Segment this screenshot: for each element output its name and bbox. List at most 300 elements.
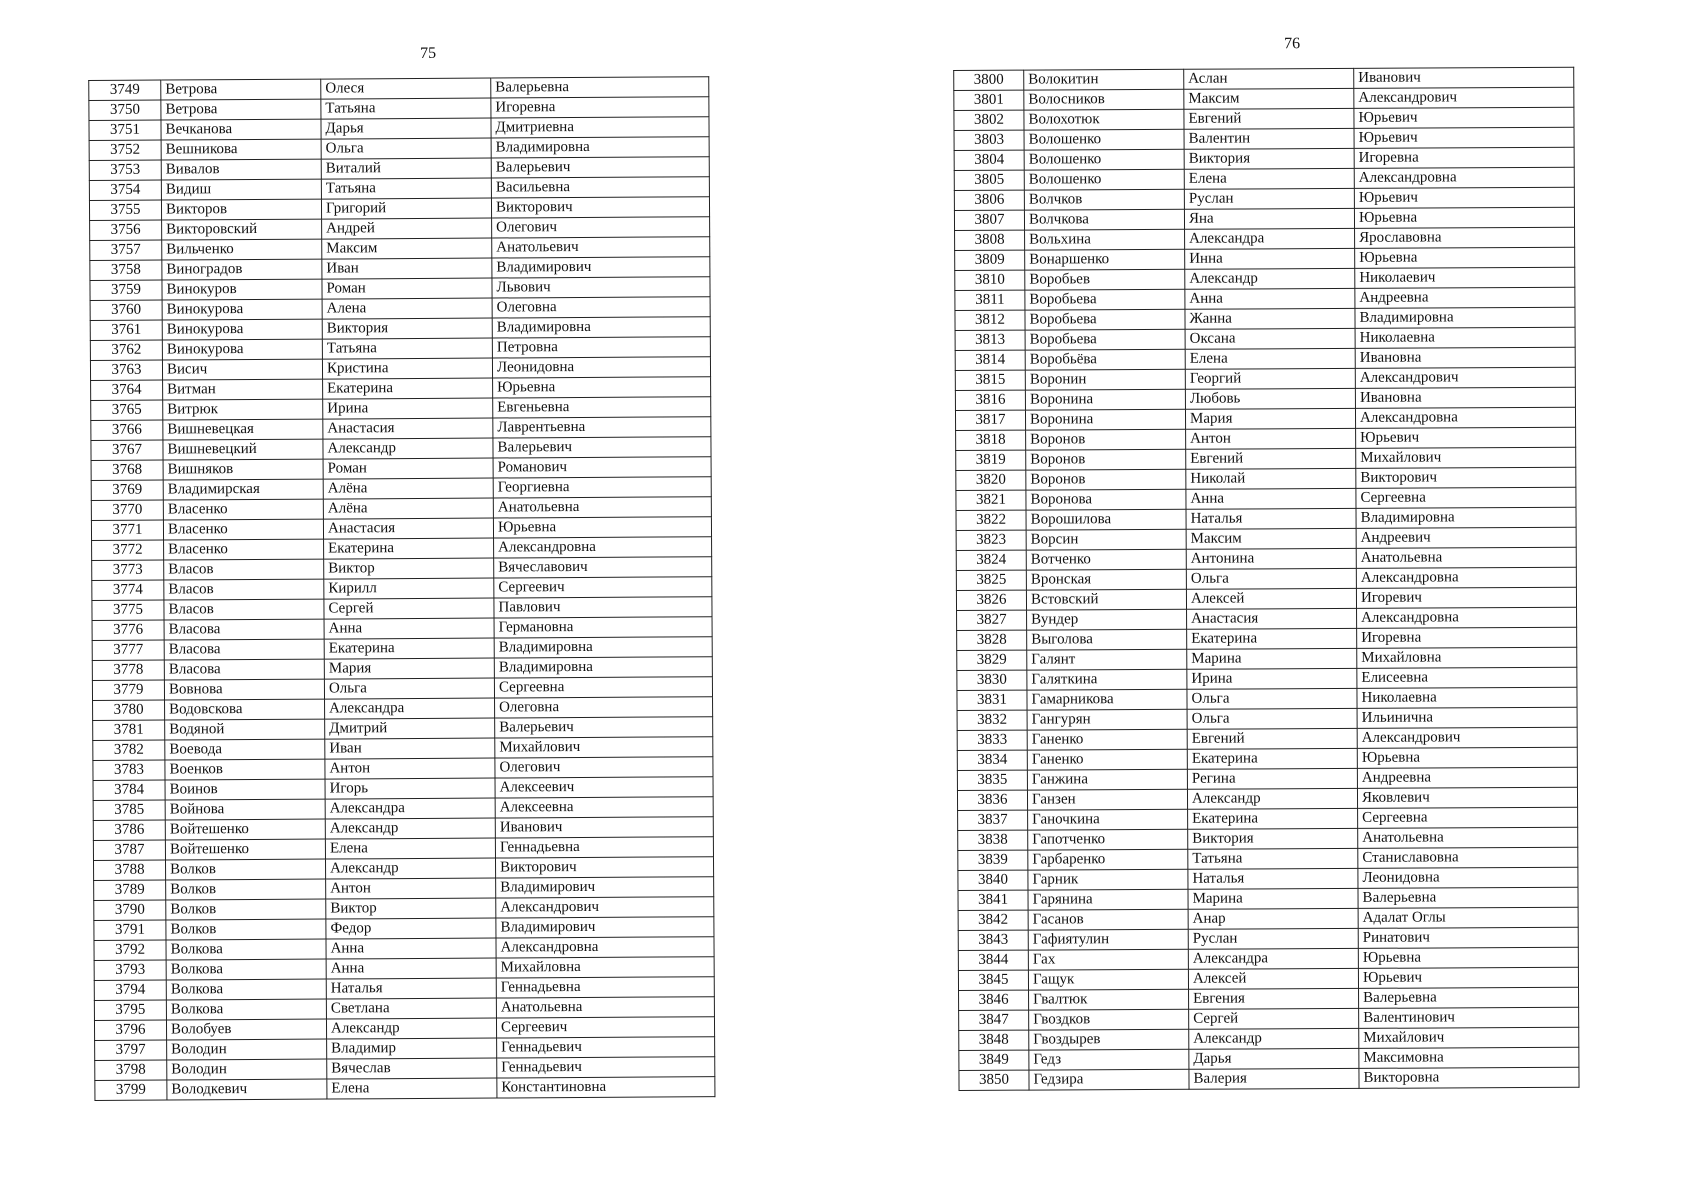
row-number-cell: 3834 — [957, 750, 1027, 770]
first-name-cell: Анна — [1186, 488, 1356, 509]
patronymic-cell: Игоревна — [1354, 147, 1574, 168]
first-name-cell: Дарья — [1189, 1048, 1359, 1069]
patronymic-cell: Николаевна — [1357, 687, 1577, 708]
surname-cell: Викторов — [161, 199, 321, 220]
surname-cell: Водяной — [165, 719, 325, 740]
row-number-cell: 3802 — [954, 110, 1024, 130]
row-number-cell: 3780 — [93, 700, 165, 720]
first-name-cell: Дмитрий — [325, 718, 495, 739]
first-name-cell: Максим — [1184, 88, 1354, 109]
patronymic-cell: Владимировна — [494, 637, 712, 658]
surname-cell: Ворсин — [1026, 529, 1186, 550]
surname-cell: Гарбаренко — [1028, 849, 1188, 870]
patronymic-cell: Александровна — [1355, 407, 1575, 428]
surname-cell: Витман — [163, 379, 323, 400]
row-number-cell: 3810 — [955, 270, 1025, 290]
surname-cell: Волчкова — [1024, 209, 1184, 230]
first-name-cell: Олеся — [321, 78, 491, 99]
patronymic-cell: Юрьевна — [493, 517, 711, 538]
row-number-cell: 3763 — [90, 360, 162, 380]
row-number-cell: 3842 — [958, 910, 1028, 930]
surname-cell: Вильченко — [162, 239, 322, 260]
first-name-cell: Екатерина — [1187, 748, 1357, 769]
surname-cell: Ганзен — [1027, 789, 1187, 810]
row-number-cell: 3753 — [89, 160, 161, 180]
patronymic-cell: Ринатович — [1358, 927, 1578, 948]
row-number-cell: 3786 — [93, 820, 165, 840]
surname-cell: Ганенко — [1027, 749, 1187, 770]
surname-cell: Владимирская — [163, 479, 323, 500]
first-name-cell: Валерия — [1189, 1068, 1359, 1089]
first-name-cell: Жанна — [1185, 308, 1355, 329]
patronymic-cell: Александровна — [1357, 607, 1577, 628]
surname-cell: Викторовский — [162, 219, 322, 240]
row-number-cell: 3837 — [958, 810, 1028, 830]
patronymic-cell: Павлович — [494, 597, 712, 618]
patronymic-cell: Юрьевич — [1356, 427, 1576, 448]
row-number-cell: 3816 — [955, 390, 1025, 410]
patronymic-cell: Юрьевич — [1358, 967, 1578, 988]
row-number-cell: 3827 — [957, 610, 1027, 630]
surname-cell: Ганенко — [1027, 729, 1187, 750]
surname-cell: Власова — [164, 619, 324, 640]
first-name-cell: Виктор — [324, 558, 494, 579]
surname-cell: Волкова — [166, 939, 326, 960]
surname-cell: Воронин — [1025, 369, 1185, 390]
surname-cell: Волкова — [166, 959, 326, 980]
patronymic-cell: Ивановна — [1355, 387, 1575, 408]
row-number-cell: 3820 — [956, 470, 1026, 490]
patronymic-cell: Юрьевич — [1354, 127, 1574, 148]
first-name-cell: Анна — [324, 618, 494, 639]
row-number-cell: 3793 — [94, 960, 166, 980]
row-number-cell: 3797 — [95, 1040, 167, 1060]
page-number: 76 — [1284, 35, 1301, 53]
first-name-cell: Виктор — [326, 898, 496, 919]
row-number-cell: 3752 — [89, 140, 161, 160]
surname-cell: Вольхина — [1025, 229, 1185, 250]
patronymic-cell: Владимировна — [494, 657, 712, 678]
first-name-cell: Кирилл — [324, 578, 494, 599]
patronymic-cell: Викторович — [491, 197, 709, 218]
first-name-cell: Анна — [1185, 288, 1355, 309]
first-name-cell: Максим — [1186, 528, 1356, 549]
patronymic-cell: Владимировна — [491, 137, 709, 158]
first-name-cell: Виктория — [1188, 828, 1358, 849]
row-number-cell: 3770 — [91, 500, 163, 520]
row-number-cell: 3765 — [91, 400, 163, 420]
patronymic-cell: Игоревна — [1357, 627, 1577, 648]
row-number-cell: 3846 — [959, 990, 1029, 1010]
patronymic-cell: Олеговна — [492, 297, 710, 318]
row-number-cell: 3773 — [92, 560, 164, 580]
patronymic-cell: Васильевна — [491, 177, 709, 198]
surname-cell: Гедз — [1029, 1049, 1189, 1070]
surname-cell: Власенко — [164, 539, 324, 560]
first-name-cell: Алёна — [323, 498, 493, 519]
row-number-cell: 3825 — [956, 570, 1026, 590]
patronymic-cell: Александрович — [1354, 87, 1574, 108]
patronymic-cell: Михайлович — [1359, 1027, 1579, 1048]
patronymic-cell: Валерьевич — [493, 437, 711, 458]
first-name-cell: Ольга — [1186, 568, 1356, 589]
row-number-cell: 3817 — [955, 410, 1025, 430]
patronymic-cell: Леонидовна — [492, 357, 710, 378]
row-number-cell: 3796 — [94, 1020, 166, 1040]
surname-cell: Водовскова — [165, 699, 325, 720]
surname-cell: Волчков — [1024, 189, 1184, 210]
surname-cell: Вундер — [1027, 609, 1187, 630]
row-number-cell: 3785 — [93, 800, 165, 820]
first-name-cell: Максим — [322, 238, 492, 259]
patronymic-cell: Юрьевна — [493, 377, 711, 398]
first-name-cell: Александра — [1188, 948, 1358, 969]
surname-cell: Воронина — [1025, 409, 1185, 430]
patronymic-cell: Сергеевна — [1356, 487, 1576, 508]
page-right — [953, 28, 1637, 1091]
first-name-cell: Марина — [1187, 648, 1357, 669]
surname-cell: Войтешенко — [165, 819, 325, 840]
row-number-cell: 3845 — [958, 970, 1028, 990]
surname-cell: Гасанов — [1028, 909, 1188, 930]
row-number-cell: 3843 — [958, 930, 1028, 950]
row-number-cell: 3790 — [94, 900, 166, 920]
first-name-cell: Татьяна — [322, 338, 492, 359]
first-name-cell: Александра — [1185, 228, 1355, 249]
row-number-cell: 3813 — [955, 330, 1025, 350]
row-number-cell: 3835 — [957, 770, 1027, 790]
row-number-cell: 3761 — [90, 320, 162, 340]
patronymic-cell: Александровна — [496, 937, 714, 958]
first-name-cell: Георгий — [1185, 368, 1355, 389]
first-name-cell: Инна — [1185, 248, 1355, 269]
patronymic-cell: Елисеевна — [1357, 667, 1577, 688]
row-number-cell: 3776 — [92, 620, 164, 640]
first-name-cell: Александр — [326, 1018, 496, 1039]
surname-cell: Винокурова — [162, 319, 322, 340]
surname-cell: Вотченко — [1026, 549, 1186, 570]
patronymic-cell: Геннадьевна — [496, 977, 714, 998]
row-number-cell: 3760 — [90, 300, 162, 320]
surname-cell: Володин — [167, 1059, 327, 1080]
patronymic-cell: Александрович — [496, 897, 714, 918]
row-number-cell: 3831 — [957, 690, 1027, 710]
patronymic-cell: Евгеньевна — [493, 397, 711, 418]
surname-cell: Волошенко — [1024, 129, 1184, 150]
first-name-cell: Роман — [322, 278, 492, 299]
row-number-cell: 3850 — [959, 1070, 1029, 1090]
first-name-cell: Антон — [325, 758, 495, 779]
first-name-cell: Ирина — [323, 398, 493, 419]
patronymic-cell: Константиновна — [497, 1077, 715, 1098]
patronymic-cell: Иванович — [495, 817, 713, 838]
first-name-cell: Евгений — [1184, 108, 1354, 129]
surname-cell: Вивалов — [161, 159, 321, 180]
patronymic-cell: Михайловна — [496, 957, 714, 978]
row-number-cell: 3799 — [95, 1080, 167, 1100]
surname-cell: Войтешенко — [165, 839, 325, 860]
surname-cell: Волков — [166, 919, 326, 940]
surname-cell: Вешникова — [161, 139, 321, 160]
row-number-cell: 3814 — [955, 350, 1025, 370]
surname-cell: Военков — [165, 759, 325, 780]
surname-cell: Власова — [164, 659, 324, 680]
surname-cell: Воробьёва — [1025, 349, 1185, 370]
surname-cell: Вронская — [1026, 569, 1186, 590]
row-number-cell: 3840 — [958, 870, 1028, 890]
first-name-cell: Екатерина — [1188, 808, 1358, 829]
row-number-cell: 3847 — [959, 1010, 1029, 1030]
surname-cell: Висич — [162, 359, 322, 380]
surname-cell: Волобуев — [166, 1019, 326, 1040]
row-number-cell: 3782 — [93, 740, 165, 760]
patronymic-cell: Дмитриевна — [491, 117, 709, 138]
row-number-cell: 3828 — [957, 630, 1027, 650]
first-name-cell: Любовь — [1185, 388, 1355, 409]
patronymic-cell: Владимирович — [496, 877, 714, 898]
first-name-cell: Ольга — [321, 138, 491, 159]
patronymic-cell: Сергеевич — [494, 577, 712, 598]
patronymic-cell: Анатольевна — [1356, 547, 1576, 568]
first-name-cell: Александр — [1189, 1028, 1359, 1049]
patronymic-cell: Юрьевна — [1357, 747, 1577, 768]
row-number-cell: 3795 — [94, 1000, 166, 1020]
surname-cell: Воронов — [1026, 469, 1186, 490]
first-name-cell: Николай — [1186, 468, 1356, 489]
row-number-cell: 3784 — [93, 780, 165, 800]
surname-cell: Воробьева — [1025, 329, 1185, 350]
patronymic-cell: Михайловна — [1357, 647, 1577, 668]
surname-cell: Воробьев — [1025, 269, 1185, 290]
surname-cell: Волокитин — [1024, 69, 1184, 90]
first-name-cell: Виталий — [321, 158, 491, 179]
patronymic-cell: Александровна — [1354, 167, 1574, 188]
first-name-cell: Татьяна — [321, 98, 491, 119]
first-name-cell: Александр — [1185, 268, 1355, 289]
row-number-cell: 3787 — [93, 840, 165, 860]
first-name-cell: Евгений — [1186, 448, 1356, 469]
first-name-cell: Руслан — [1188, 928, 1358, 949]
row-number-cell: 3806 — [954, 190, 1024, 210]
patronymic-cell: Лаврентьевна — [493, 417, 711, 438]
patronymic-cell: Олегович — [495, 757, 713, 778]
patronymic-cell: Максимовна — [1359, 1047, 1579, 1068]
surname-cell: Вонаршенко — [1025, 249, 1185, 270]
patronymic-cell: Юрьевич — [1354, 187, 1574, 208]
surname-cell: Воинов — [165, 779, 325, 800]
first-name-cell: Александр — [1187, 788, 1357, 809]
patronymic-cell: Владимировна — [1356, 507, 1576, 528]
first-name-cell: Наталья — [1188, 868, 1358, 889]
first-name-cell: Виктория — [322, 318, 492, 339]
first-name-cell: Антонина — [1186, 548, 1356, 569]
first-name-cell: Анна — [326, 958, 496, 979]
surname-cell: Винокурова — [162, 299, 322, 320]
row-number-cell: 3759 — [90, 280, 162, 300]
surname-cell: Виноградов — [162, 259, 322, 280]
surname-cell: Власов — [164, 579, 324, 600]
surname-cell: Ворошилова — [1026, 509, 1186, 530]
patronymic-cell: Анатольевна — [493, 497, 711, 518]
row-number-cell: 3826 — [956, 590, 1026, 610]
patronymic-cell: Юрьевна — [1354, 207, 1574, 228]
first-name-cell: Дарья — [321, 118, 491, 139]
surname-cell: Волков — [166, 899, 326, 920]
row-number-cell: 3805 — [954, 170, 1024, 190]
first-name-cell: Кристина — [322, 358, 492, 379]
patronymic-cell: Петровна — [492, 337, 710, 358]
surname-cell: Волкова — [166, 999, 326, 1020]
first-name-cell: Анастасия — [323, 518, 493, 539]
patronymic-cell: Олегович — [492, 217, 710, 238]
surname-cell: Воробьева — [1025, 309, 1185, 330]
patronymic-cell: Михайлович — [495, 737, 713, 758]
surname-cell: Гвалтюк — [1029, 989, 1189, 1010]
first-name-cell: Вячеслав — [327, 1058, 497, 1079]
row-number-cell: 3819 — [956, 450, 1026, 470]
patronymic-cell: Викторович — [1356, 467, 1576, 488]
first-name-cell: Наталья — [1186, 508, 1356, 529]
patronymic-cell: Михайлович — [1356, 447, 1576, 468]
patronymic-cell: Валерьевич — [491, 157, 709, 178]
patronymic-cell: Игоревич — [1356, 587, 1576, 608]
row-number-cell: 3801 — [954, 90, 1024, 110]
row-number-cell: 3783 — [93, 760, 165, 780]
patronymic-cell: Валерьевна — [1359, 987, 1579, 1008]
first-name-cell: Наталья — [326, 978, 496, 999]
row-number-cell: 3800 — [954, 70, 1024, 90]
first-name-cell: Антон — [1186, 428, 1356, 449]
roster-table — [88, 76, 715, 1101]
patronymic-cell: Алексеевна — [495, 797, 713, 818]
surname-cell: Гвоздырев — [1029, 1029, 1189, 1050]
first-name-cell: Анна — [326, 938, 496, 959]
row-number-cell: 3755 — [89, 200, 161, 220]
surname-cell: Гедзира — [1029, 1069, 1189, 1090]
page-left — [88, 38, 774, 1101]
surname-cell: Встовский — [1026, 589, 1186, 610]
row-number-cell: 3812 — [955, 310, 1025, 330]
surname-cell: Гащук — [1028, 969, 1188, 990]
surname-cell: Гах — [1028, 949, 1188, 970]
first-name-cell: Алексей — [1186, 588, 1356, 609]
row-number-cell: 3781 — [93, 720, 165, 740]
surname-cell: Волков — [165, 859, 325, 880]
surname-cell: Воронов — [1026, 429, 1186, 450]
patronymic-cell: Анатольевна — [1358, 827, 1578, 848]
patronymic-cell: Сергеевна — [494, 677, 712, 698]
surname-cell: Воронов — [1026, 449, 1186, 470]
row-number-cell: 3839 — [958, 850, 1028, 870]
row-number-cell: 3794 — [94, 980, 166, 1000]
surname-cell: Гангурян — [1027, 709, 1187, 730]
first-name-cell: Федор — [326, 918, 496, 939]
first-name-cell: Роман — [323, 458, 493, 479]
surname-cell: Власов — [164, 559, 324, 580]
row-number-cell: 3832 — [957, 710, 1027, 730]
first-name-cell: Руслан — [1184, 188, 1354, 209]
first-name-cell: Мария — [1185, 408, 1355, 429]
patronymic-cell: Ивановна — [1355, 347, 1575, 368]
row-number-cell: 3836 — [957, 790, 1027, 810]
row-number-cell: 3789 — [94, 880, 166, 900]
row-number-cell: 3777 — [92, 640, 164, 660]
surname-cell: Галяткина — [1027, 669, 1187, 690]
first-name-cell: Ольга — [1187, 708, 1357, 729]
row-number-cell: 3772 — [92, 540, 164, 560]
surname-cell: Видиш — [161, 179, 321, 200]
patronymic-cell: Валерьевна — [491, 77, 709, 98]
first-name-cell: Владимир — [327, 1038, 497, 1059]
surname-cell: Гапотченко — [1028, 829, 1188, 850]
patronymic-cell: Юрьевна — [1358, 947, 1578, 968]
first-name-cell: Елена — [325, 838, 495, 859]
first-name-cell: Екатерина — [324, 538, 494, 559]
roster-body — [89, 77, 715, 1101]
row-number-cell: 3756 — [90, 220, 162, 240]
first-name-cell: Регина — [1187, 768, 1357, 789]
surname-cell: Воронова — [1026, 489, 1186, 510]
first-name-cell: Анар — [1188, 908, 1358, 929]
row-number-cell: 3788 — [93, 860, 165, 880]
row-number-cell: 3811 — [955, 290, 1025, 310]
row-number-cell: 3841 — [958, 890, 1028, 910]
first-name-cell: Евгения — [1189, 988, 1359, 1009]
patronymic-cell: Станиславовна — [1358, 847, 1578, 868]
surname-cell: Витрюк — [163, 399, 323, 420]
first-name-cell: Александра — [325, 698, 495, 719]
patronymic-cell: Николаевич — [1355, 267, 1575, 288]
surname-cell: Воевода — [165, 739, 325, 760]
surname-cell: Волошенко — [1024, 169, 1184, 190]
patronymic-cell: Олеговна — [495, 697, 713, 718]
surname-cell: Власенко — [163, 499, 323, 520]
first-name-cell: Екатерина — [1187, 628, 1357, 649]
patronymic-cell: Валентинович — [1359, 1007, 1579, 1028]
row-number-cell: 3750 — [89, 100, 161, 120]
first-name-cell: Евгений — [1187, 728, 1357, 749]
row-number-cell: 3758 — [90, 260, 162, 280]
surname-cell: Володкевич — [167, 1079, 327, 1100]
surname-cell: Гамарникова — [1027, 689, 1187, 710]
row-number-cell: 3821 — [956, 490, 1026, 510]
row-number-cell: 3791 — [94, 920, 166, 940]
first-name-cell: Ольга — [1187, 688, 1357, 709]
patronymic-cell: Алексеевич — [495, 777, 713, 798]
first-name-cell: Татьяна — [1188, 848, 1358, 869]
surname-cell: Власенко — [163, 519, 323, 540]
patronymic-cell: Владимирович — [496, 917, 714, 938]
row-number-cell: 3844 — [958, 950, 1028, 970]
surname-cell: Гарянина — [1028, 889, 1188, 910]
surname-cell: Вовнова — [164, 679, 324, 700]
table-row — [95, 1077, 715, 1101]
patronymic-cell: Валерьевна — [1358, 887, 1578, 908]
patronymic-cell: Андреевна — [1355, 287, 1575, 308]
patronymic-cell: Николаевна — [1355, 327, 1575, 348]
surname-cell: Вишняков — [163, 459, 323, 480]
patronymic-cell: Романович — [493, 457, 711, 478]
row-number-cell: 3769 — [91, 480, 163, 500]
surname-cell: Волохотюк — [1024, 109, 1184, 130]
first-name-cell: Екатерина — [324, 638, 494, 659]
row-number-cell: 3809 — [955, 250, 1025, 270]
row-number-cell: 3749 — [89, 80, 161, 100]
patronymic-cell: Юрьевич — [1354, 107, 1574, 128]
row-number-cell: 3838 — [958, 830, 1028, 850]
patronymic-cell: Игоревна — [491, 97, 709, 118]
first-name-cell: Игорь — [325, 778, 495, 799]
